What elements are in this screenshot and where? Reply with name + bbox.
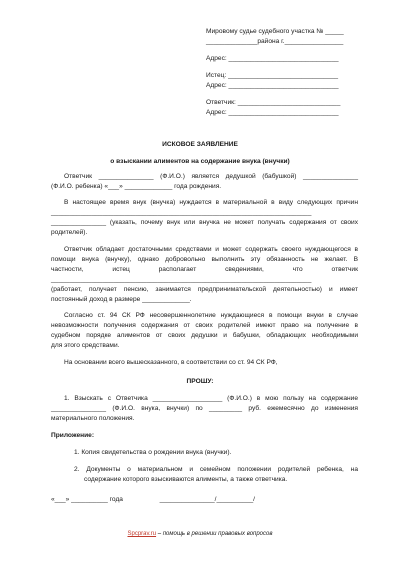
p1-line1: Ответчик _______________ (Ф.И.О.) является дедушкой (бабушкой) _______________	[64, 173, 358, 180]
p2-line3: _______________ (указать, почему внук или внучка не может получать содержания от своих	[51, 219, 358, 226]
p3-line3: частности, истец располагает сведениями, что ответчик	[51, 266, 358, 273]
request-item1-line2: _______________ (Ф.И.О. внука, внучки) по _________ руб. ежемесячно до изменения	[51, 405, 358, 412]
request-heading: ПРОШУ:	[186, 378, 214, 385]
defendant-address: Адрес: ______________________________	[206, 109, 339, 116]
plaintiff-address: Адрес: ______________________________	[206, 82, 339, 89]
p2-line1: В настоящее время внук (внучка) нуждается в материальной в виду следующих причин	[64, 199, 358, 206]
footer-tagline: – помощь в решении правовых вопросов	[156, 531, 273, 537]
footer	[0, 530, 400, 538]
p3-line4: _______________________________________________________________________	[51, 276, 312, 283]
attachments-heading: Приложение:	[51, 432, 95, 439]
p4-line2: невозможности получения содержания от своих родителей имеют право на получение в	[51, 322, 358, 329]
p2-line4: родителей).	[51, 229, 88, 236]
court-line: Мировому судье судебного участка № _____	[206, 28, 344, 35]
p3-line5: (работает, получает пенсию, занимается предпринимательской деятельностью) и имеет	[51, 286, 358, 293]
document-subtitle: о взыскании алиментов на содержание внука (внучки)	[110, 158, 290, 165]
p5-line: На основании всего вышесказанного, в соответствии со ст. 94 СК РФ,	[64, 359, 278, 366]
p3-line6: постоянный доход в размере _____________.	[51, 296, 192, 303]
p3-line2: помощи внука (внучку), однако добровольно выполнить эту обязанность не желает. В	[51, 256, 358, 263]
request-item1-line1: 1. Взыскать с Ответчика ___________________ (Ф.И.О.) в мою пользу на содержание	[64, 395, 358, 402]
attachment-item2-line2: содержание которого взыскиваются алименты, а также ответчика.	[84, 476, 288, 483]
court-address: Адрес: ______________________________	[206, 55, 339, 62]
footer-site-link[interactable]: Spcprav.ru	[127, 531, 157, 537]
attachment-item1: 1. Копия свидетельства о рождении внука (внучки).	[74, 449, 232, 456]
request-item1-line3: материального положения.	[51, 415, 135, 422]
signature-line: «___» __________ года _______________/__________/	[51, 496, 255, 503]
p1-line2: (Ф.И.О. ребенка) «___» _____________ года рождения.	[51, 183, 222, 190]
p4-line3: судебном порядке алиментов от своих дедушки и бабушки, обладающих необходимыми	[51, 332, 358, 339]
document-title: ИСКОВОЕ ЗАЯВЛЕНИЕ	[162, 141, 238, 148]
attachment-item2-line1: 2. Документы о материальном и семейном положении родителей ребенка, на	[74, 466, 358, 473]
p4-line4: для этого средствами.	[51, 342, 120, 349]
p3-line1: Ответчик обладает достаточными средствами и может содержать своего нуждающегося в	[64, 246, 358, 253]
p2-line2: _______________________________________________________________________	[51, 209, 312, 216]
plaintiff-line: Истец: ______________________________	[206, 72, 339, 79]
p4-line1: Согласно ст. 94 СК РФ несовершеннолетние нуждающиеся в помощи внуки в случае	[64, 312, 358, 319]
defendant-line: Ответчик: ____________________________	[206, 99, 341, 106]
district-line: ______________района г.________________	[206, 38, 344, 45]
